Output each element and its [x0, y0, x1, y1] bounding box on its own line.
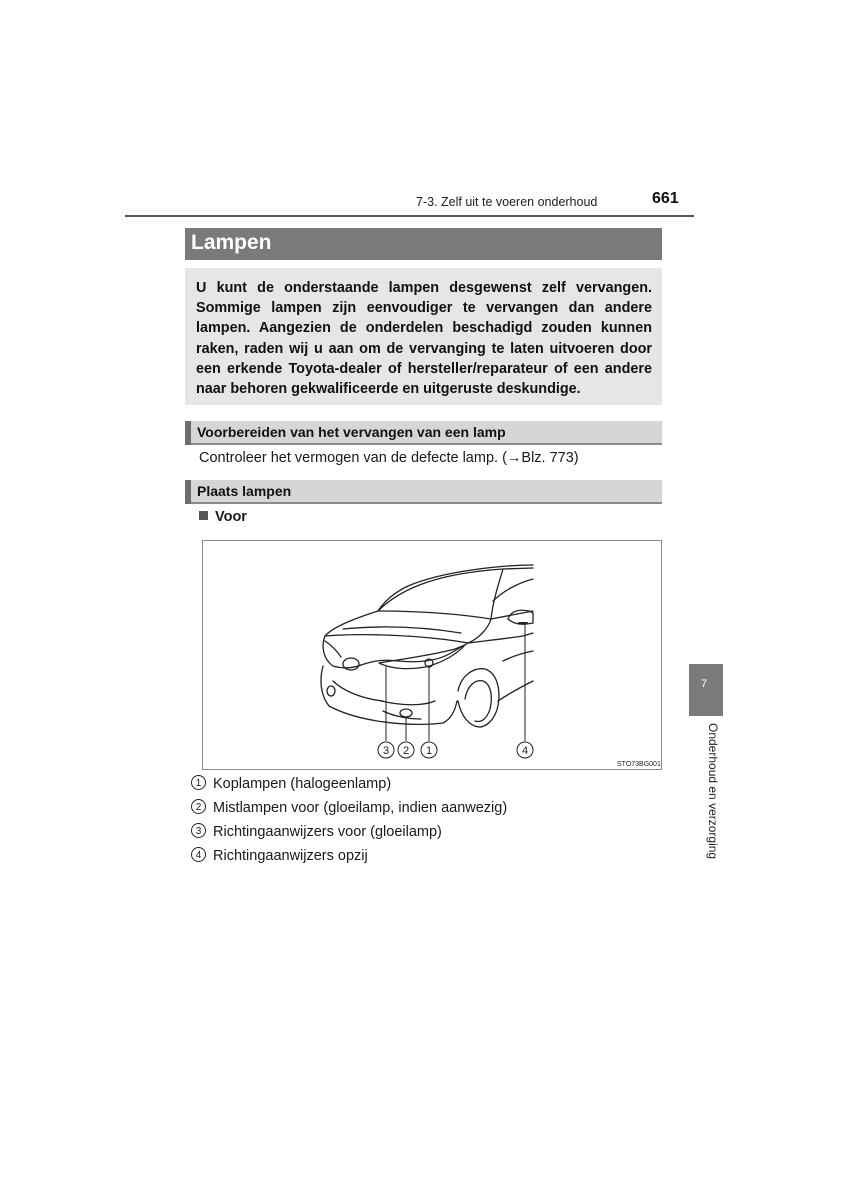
page-title: Lampen: [191, 231, 272, 254]
section-heading-bar: [185, 421, 662, 445]
callout-3-label: 3: [382, 745, 390, 757]
section-heading-bar: [185, 480, 662, 504]
legend-label: Mistlampen voor (gloeilamp, indien aanwezig): [213, 800, 508, 816]
car-front-illustration: [202, 540, 662, 770]
header-rule: [125, 215, 694, 217]
callout-4-label: 4: [521, 745, 529, 757]
legend-item: [191, 776, 507, 800]
callout-1-label: 1: [425, 745, 433, 757]
section-heading-locations: Plaats lampen: [197, 483, 292, 499]
intro-text: U kunt de onderstaande lampen desgewenst zelf vervangen. Sommige lampen zijn eenvoudiger te vervangen dan andere lampen. Aangezien de onderdelen beschadigd zouden kunnen raken, raden wij u aan om de vervanging te laten uitvoeren door een erkende Toyota-dealer of hersteller/reparateur of een andere naar behoren gekwalificeerde en uitgeruste deskundige.: [196, 280, 652, 398]
subheading-front-label: Voor: [215, 509, 247, 525]
legend-number: 1: [191, 775, 206, 790]
title-bar: [185, 228, 662, 260]
legend-item: [191, 824, 507, 848]
chapter-label: Onderhoud en verzorging: [706, 723, 720, 860]
car-drawing: [203, 541, 663, 771]
subheading-front: [199, 509, 247, 525]
heading-marker: [185, 480, 191, 504]
legend-label: Richtingaanwijzers opzij: [213, 848, 368, 864]
square-bullet-icon: [199, 511, 208, 520]
chapter-tab: [689, 664, 723, 716]
header-section-title: 7-3. Zelf uit te voeren onderhoud: [416, 195, 598, 209]
callout-2-label: 2: [402, 745, 410, 757]
legend-number: 3: [191, 823, 206, 838]
chapter-number: 7: [701, 678, 708, 690]
legend-item: [191, 848, 507, 872]
legend-number: 4: [191, 847, 206, 862]
page-number: 661: [652, 190, 679, 207]
section-heading-prepare: Voorbereiden van het vervangen van een lamp: [197, 424, 506, 440]
intro-box: [185, 268, 662, 405]
legend-label: Richtingaanwijzers voor (gloeilamp): [213, 824, 442, 840]
legend-number: 2: [191, 799, 206, 814]
legend-list: [191, 776, 507, 872]
figure-code: STO73BG001: [617, 761, 661, 768]
legend-item: [191, 800, 507, 824]
prepare-text: Controleer het vermogen van de defecte lamp. (→Blz. 773): [199, 450, 579, 466]
legend-label: Koplampen (halogeenlamp): [213, 776, 392, 792]
heading-marker: [185, 421, 191, 445]
